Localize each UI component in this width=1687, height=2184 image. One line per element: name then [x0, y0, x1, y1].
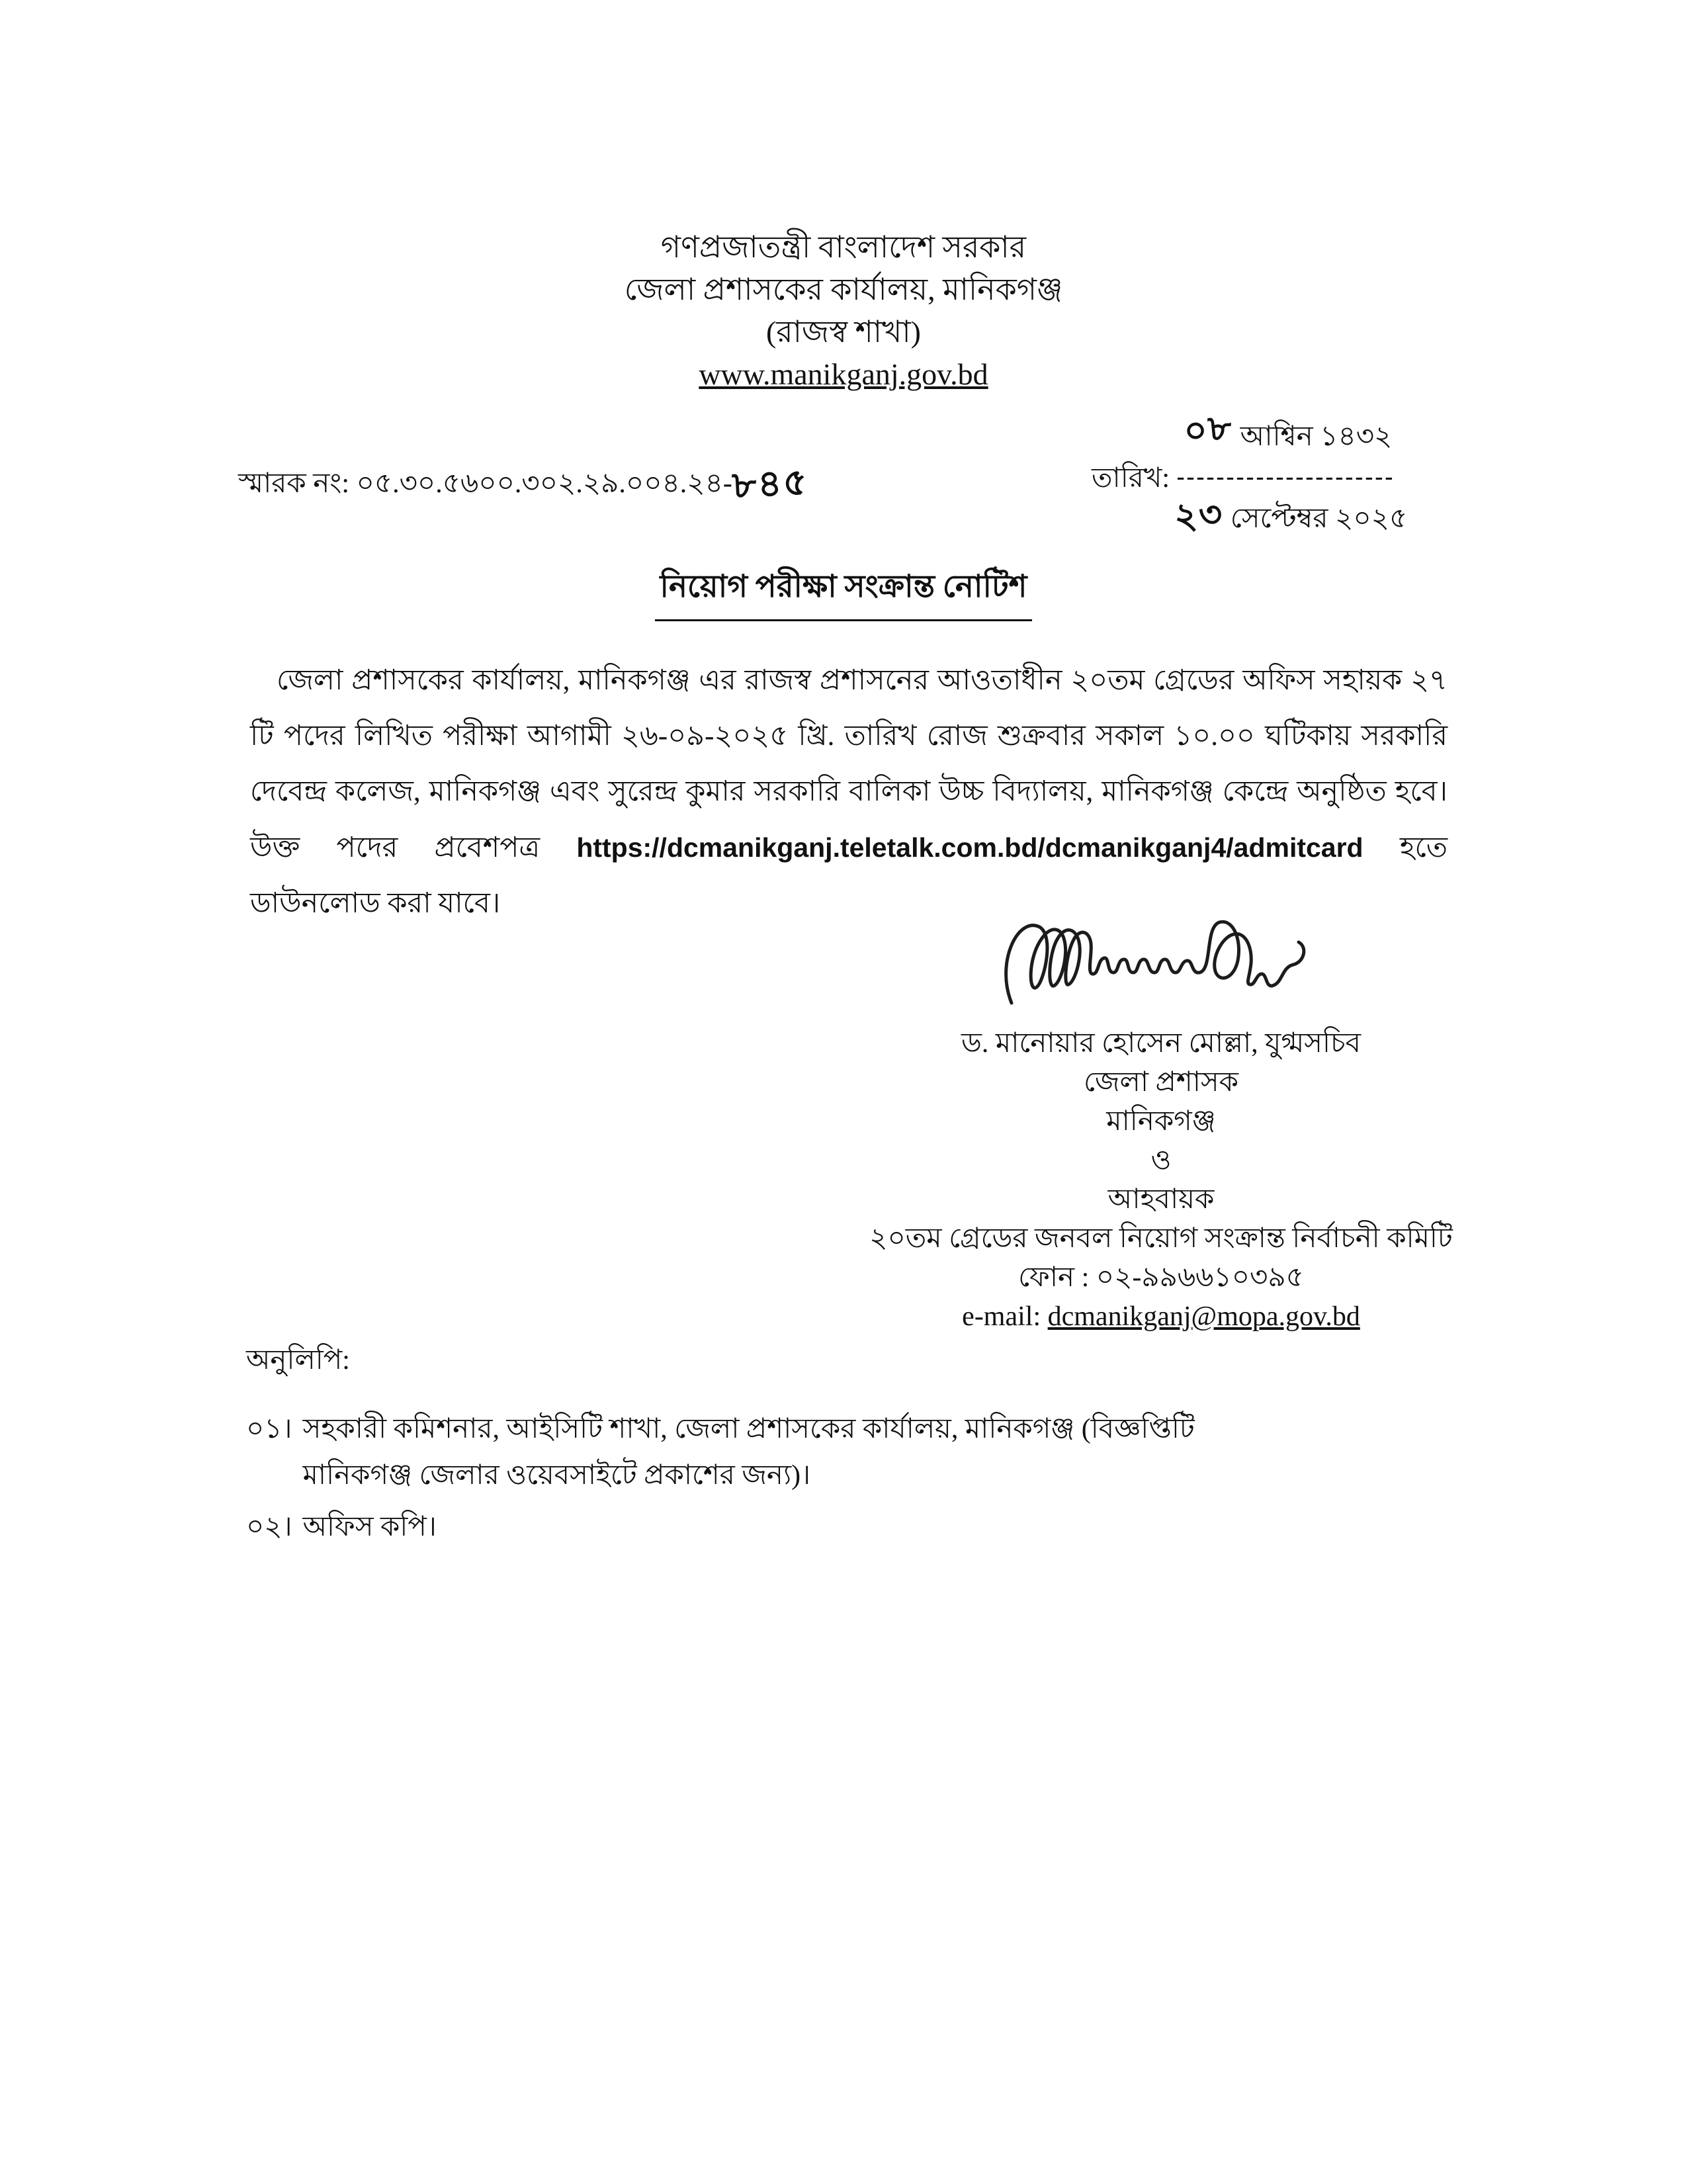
signatory-role-convener: আহবায়ক [1107, 1184, 1215, 1215]
signatory-name: ড. মানোয়ার হোসেন মোল্লা, যুগ্মসচিব [961, 1028, 1362, 1059]
gregorian-date-line [1092, 493, 1436, 537]
email-label: e-mail: [962, 1301, 1048, 1332]
admit-card-url: https://dcmanikganj.teletalk.com.bd/dcmanikganj4/admitcard [576, 832, 1363, 863]
notice-title: নিয়োগ পরীক্ষা সংক্রান্ত নোটিশ [655, 562, 1033, 621]
date-divider-dashes: ---------------------- [1176, 463, 1395, 490]
memo-number-line [238, 455, 808, 517]
handwritten-signature [989, 900, 1320, 1019]
date-block [1092, 406, 1436, 537]
date-label-line [1092, 459, 1436, 496]
notice-body-paragraph [250, 653, 1448, 932]
government-name: গণপ্রজাতন্ত্রী বাংলাদেশ সরকার [660, 230, 1027, 264]
notice-title-row [0, 562, 1687, 621]
distribution-label: অনুলিপি: [246, 1345, 350, 1376]
signatory-block [830, 1024, 1492, 1336]
bengali-date-printed: আশ্বিন ১৪৩২ [1240, 421, 1393, 452]
body-text-after-url: হতে ডাউনলোড করা যাবে। [250, 832, 1448, 919]
list-item-number: ০১। [246, 1414, 292, 1444]
body-text-before-url: জেলা প্রশাসকের কার্যালয়, মানিকগঞ্জ এর রাজস্ব প্রশাসনের আওতাধীন ২০তম গ্রেডের অফিস সহায়ক ২৭ টি পদের লিখিত পরীক্ষা আগামী ২৬-০৯-২০২৫ খ্রি. তারিখ রোজ শুক্রবার সকাল ১০.০০ ঘটিকায় সরকারি দেবেন্দ্র কলেজ, মানিকগঞ্জ এবং সুরেন্দ্র কুমার সরকারি বালিকা উচ্চ বিদ্যালয়, মানিকগঞ্জ কেন্দ্রে অনুষ্ঠিত হবে। উক্ত পদের প্রবেশপত্র [250, 665, 1448, 863]
signatory-email-line [830, 1297, 1492, 1336]
bengali-date-day-handwritten: ০৮ [1182, 406, 1235, 453]
memo-number-handwritten: ৮৪৫ [731, 460, 810, 507]
distribution-section [246, 1338, 1291, 1555]
date-label: তারিখ: [1092, 463, 1170, 494]
signatory-committee: ২০তম গ্রেডের জনবল নিয়োগ সংক্রান্ত নির্বাচনী কমিটি [869, 1223, 1453, 1254]
gregorian-date-printed: সেপ্টেম্বর ২০২৫ [1230, 503, 1408, 534]
gregorian-date-day-handwritten: ২৩ [1173, 493, 1225, 537]
list-item-text: সহকারী কমিশনার, আইসিটি শাখা, জেলা প্রশাসকের কার্যালয়, মানিকগঞ্জ (বিজ্ঞপ্তিটি মানিকগঞ্জ জেলার ওয়েবসাইটে প্রকাশের জন্য)। [302, 1414, 1195, 1491]
signatory-conjunction: ও [1150, 1145, 1172, 1176]
list-item-text: অফিস কপি। [302, 1512, 437, 1542]
office-website-link: www.manikganj.gov.bd [699, 357, 988, 391]
list-item [246, 1504, 1291, 1550]
email-address: dcmanikganj@mopa.gov.bd [1047, 1301, 1360, 1332]
office-name: জেলা প্রশাসকের কার্যালয়, মানিকগঞ্জ [624, 273, 1063, 306]
memo-number-printed: স্মারক নং: ০৫.৩০.৫৬০০.৩০২.২৯.০০৪.২৪- [238, 468, 732, 499]
signatory-phone: ফোন : ০২-৯৯৬৬১০৩৯৫ [1018, 1262, 1304, 1293]
list-item [246, 1406, 1291, 1499]
branch-name: (রাজস্ব শাখা) [765, 315, 922, 349]
signatory-district: মানিকগঞ্জ [1106, 1106, 1216, 1137]
list-item-number: ০২। [246, 1512, 292, 1542]
bengali-date-line [1092, 406, 1436, 455]
letterhead [0, 226, 1687, 396]
signatory-role-dc: জেলা প্রশাসক [1083, 1067, 1239, 1098]
